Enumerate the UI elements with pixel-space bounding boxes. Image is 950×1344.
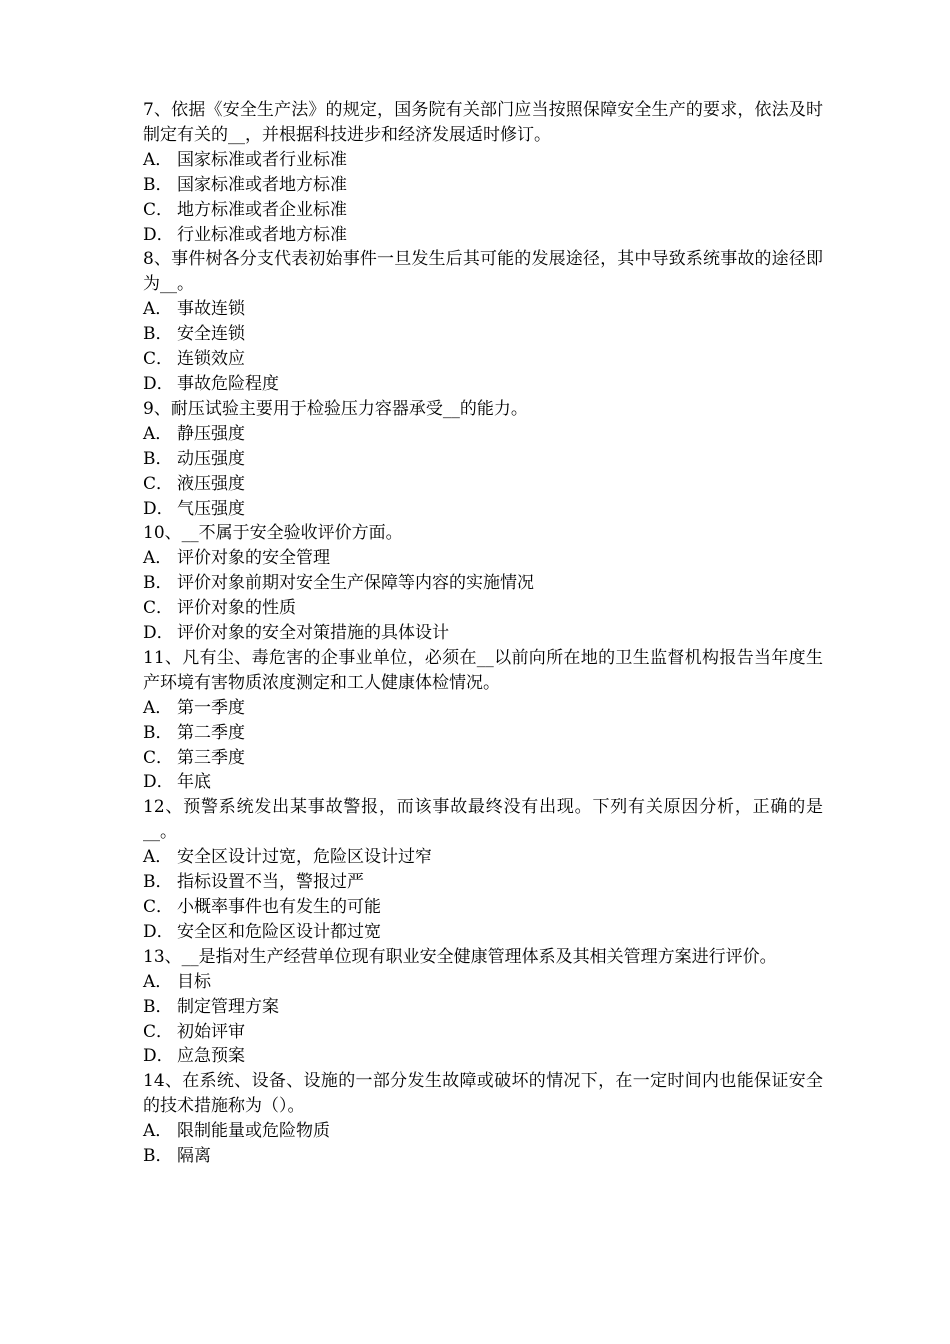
option-b: B． 第二季度 — [143, 722, 245, 743]
question-13 — [143, 945, 823, 1070]
option-c: C． 第三季度 — [143, 747, 245, 768]
option-d: D． 安全区和危险区设计都过宽 — [143, 921, 381, 942]
option-b: B． 评价对象前期对安全生产保障等内容的实施情况 — [143, 573, 534, 594]
question-12 — [143, 795, 823, 944]
question-stem: 11、凡有尘、毒危害的企事业单位，必须在__以前向所在地的卫生监督机构报告当年度生产环境有害物质浓度测定和工人健康体检情况。 — [143, 647, 823, 693]
option-c: C． 初始评审 — [143, 1021, 245, 1042]
option-b: B． 指标设置不当，警报过严 — [143, 872, 364, 893]
question-stem: 13、__是指对生产经营单位现有职业安全健康管理体系及其相关管理方案进行评价。 — [143, 946, 777, 967]
option-a: A． 目标 — [143, 971, 211, 992]
option-a: A． 限制能量或危险物质 — [143, 1121, 330, 1142]
option-c: C． 评价对象的性质 — [143, 598, 296, 619]
option-c: C． 地方标准或者企业标准 — [143, 199, 347, 220]
question-stem: 10、__不属于安全验收评价方面。 — [143, 523, 403, 544]
option-d: D． 年底 — [143, 772, 211, 793]
document-page — [143, 98, 823, 1169]
option-d: D． 事故危险程度 — [143, 373, 279, 394]
question-11 — [143, 646, 823, 795]
option-a: A． 安全区设计过宽，危险区设计过窄 — [143, 847, 432, 868]
question-stem: 14、在系统、设备、设施的一部分发生故障或破坏的情况下，在一定时间内也能保证安全的技术措施称为（）。 — [143, 1071, 823, 1117]
option-c: C． 小概率事件也有发生的可能 — [143, 897, 381, 917]
question-7 — [143, 98, 823, 247]
question-10 — [143, 521, 823, 646]
option-d: D． 应急预案 — [143, 1046, 245, 1067]
option-d: D． 气压强度 — [143, 498, 245, 519]
option-a: A． 评价对象的安全管理 — [143, 548, 330, 569]
option-d: D． 行业标准或者地方标准 — [143, 224, 347, 245]
option-a: A． 第一季度 — [143, 697, 245, 718]
option-a: A． 国家标准或者行业标准 — [143, 149, 347, 170]
option-b: B． 安全连锁 — [143, 324, 245, 345]
question-14 — [143, 1069, 823, 1169]
option-b: B． 制定管理方案 — [143, 996, 279, 1017]
question-stem: 12、预警系统发出某事故警报，而该事故最终没有出现。下列有关原因分析，正确的是__。 — [143, 797, 823, 843]
question-stem: 9、耐压试验主要用于检验压力容器承受__的能力。 — [143, 398, 528, 419]
option-b: B． 动压强度 — [143, 448, 245, 469]
option-a: A． 静压强度 — [143, 423, 245, 444]
option-b: B． 国家标准或者地方标准 — [143, 174, 347, 195]
option-b: B． 隔离 — [143, 1146, 211, 1167]
option-a: A． 事故连锁 — [143, 299, 245, 320]
option-c: C． 连锁效应 — [143, 349, 245, 370]
question-stem: 7、依据《安全生产法》的规定，国务院有关部门应当按照保障安全生产的要求，依法及时制定有关的__，并根据科技进步和经济发展适时修订。 — [143, 100, 823, 145]
question-8 — [143, 247, 823, 396]
question-9 — [143, 397, 823, 522]
question-stem: 8、事件树各分支代表初始事件一旦发生后其可能的发展途径，其中导致系统事故的途径即为__。 — [143, 249, 823, 295]
option-c: C． 液压强度 — [143, 473, 245, 494]
option-d: D． 评价对象的安全对策措施的具体设计 — [143, 623, 449, 644]
